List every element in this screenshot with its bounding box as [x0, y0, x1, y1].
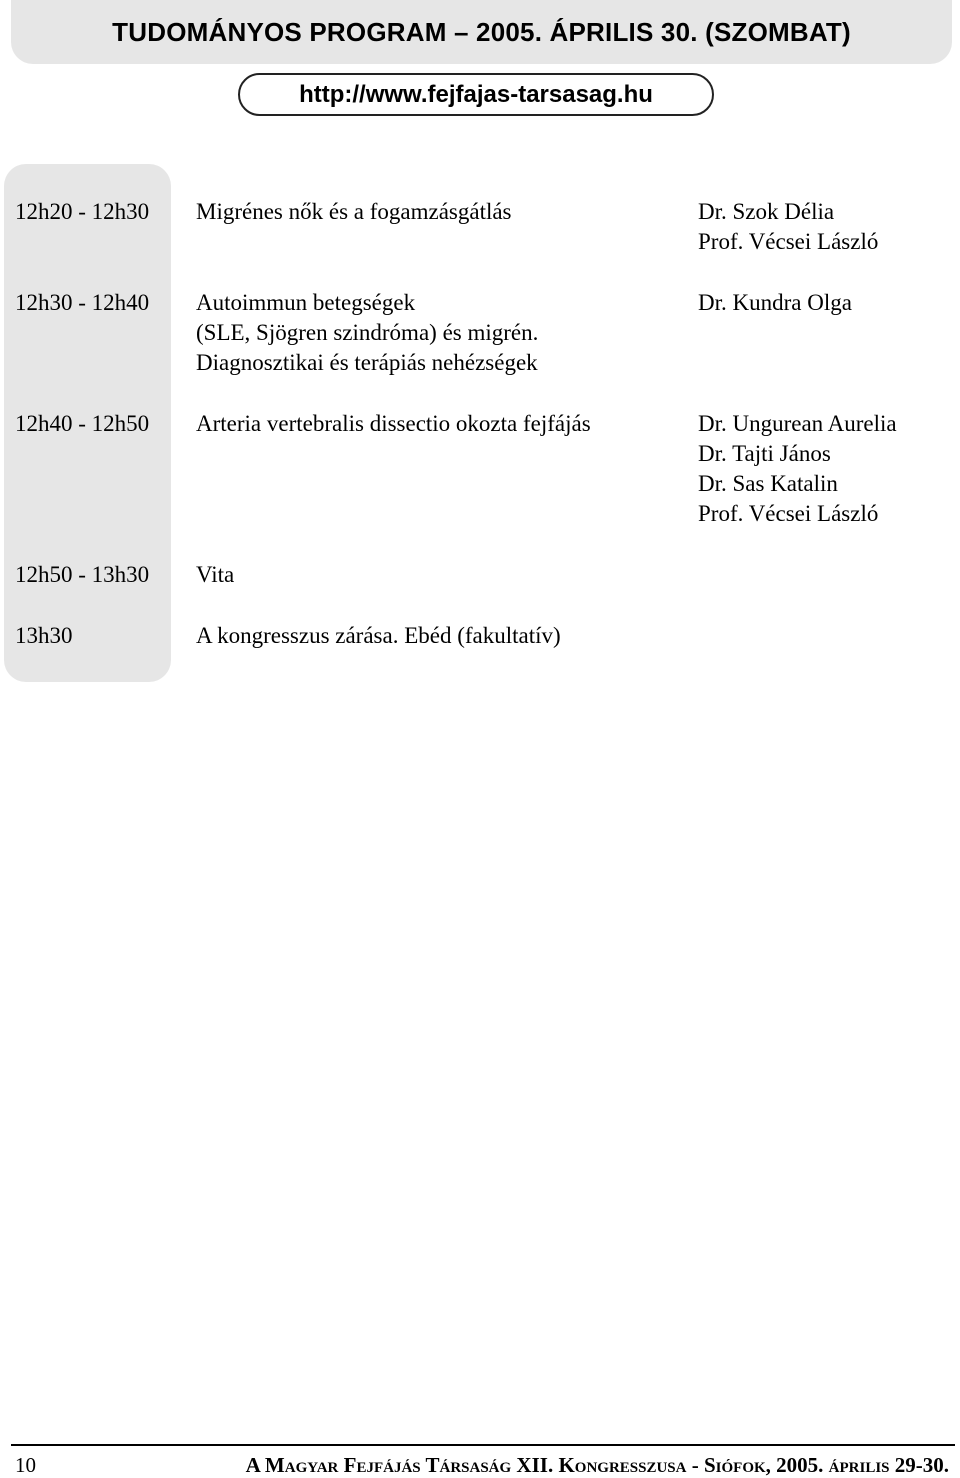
session-time: 12h30 - 12h40 — [15, 290, 150, 315]
session-title: A kongresszus zárása. Ebéd (fakultatív) — [196, 623, 561, 648]
session-title: Arteria vertebralis dissectio okozta fejfájás — [196, 411, 591, 436]
footer-divider — [11, 1444, 955, 1446]
session-time: 13h30 — [15, 623, 73, 648]
session-speaker: Dr. Kundra Olga — [698, 290, 852, 315]
session-speaker: Dr. Szok Délia — [698, 199, 835, 224]
website-link[interactable]: http://www.fejfajas-tarsasag.hu — [299, 80, 653, 108]
session-time: 12h40 - 12h50 — [15, 411, 150, 436]
session-speaker: Prof. Vécsei László — [698, 501, 879, 526]
session-speaker: Dr. Tajti János — [698, 441, 831, 466]
session-title: Vita — [196, 562, 235, 587]
session-title: (SLE, Sjögren szindróma) és migrén. — [196, 320, 539, 345]
session-speaker: Dr. Sas Katalin — [698, 471, 838, 496]
session-speaker: Prof. Vécsei László — [698, 229, 879, 254]
session-title: Diagnosztikai és terápiás nehézségek — [196, 350, 538, 375]
page-title: TUDOMÁNYOS PROGRAM – 2005. ÁPRILIS 30. (SZOMBAT) — [112, 16, 851, 47]
session-speaker: Dr. Ungurean Aurelia — [698, 411, 897, 436]
session-title: Migrénes nők és a fogamzásgátlás — [196, 199, 512, 224]
session-time: 12h50 - 13h30 — [15, 562, 150, 587]
session-time: 12h20 - 12h30 — [15, 199, 150, 224]
page-number: 10 — [15, 1453, 36, 1477]
session-title: Autoimmun betegségek — [196, 290, 416, 315]
footer-running-title: A Magyar Fejfájás Társaság XII. Kongresszusa - Siófok, 2005. április 29-30. — [245, 1453, 949, 1477]
